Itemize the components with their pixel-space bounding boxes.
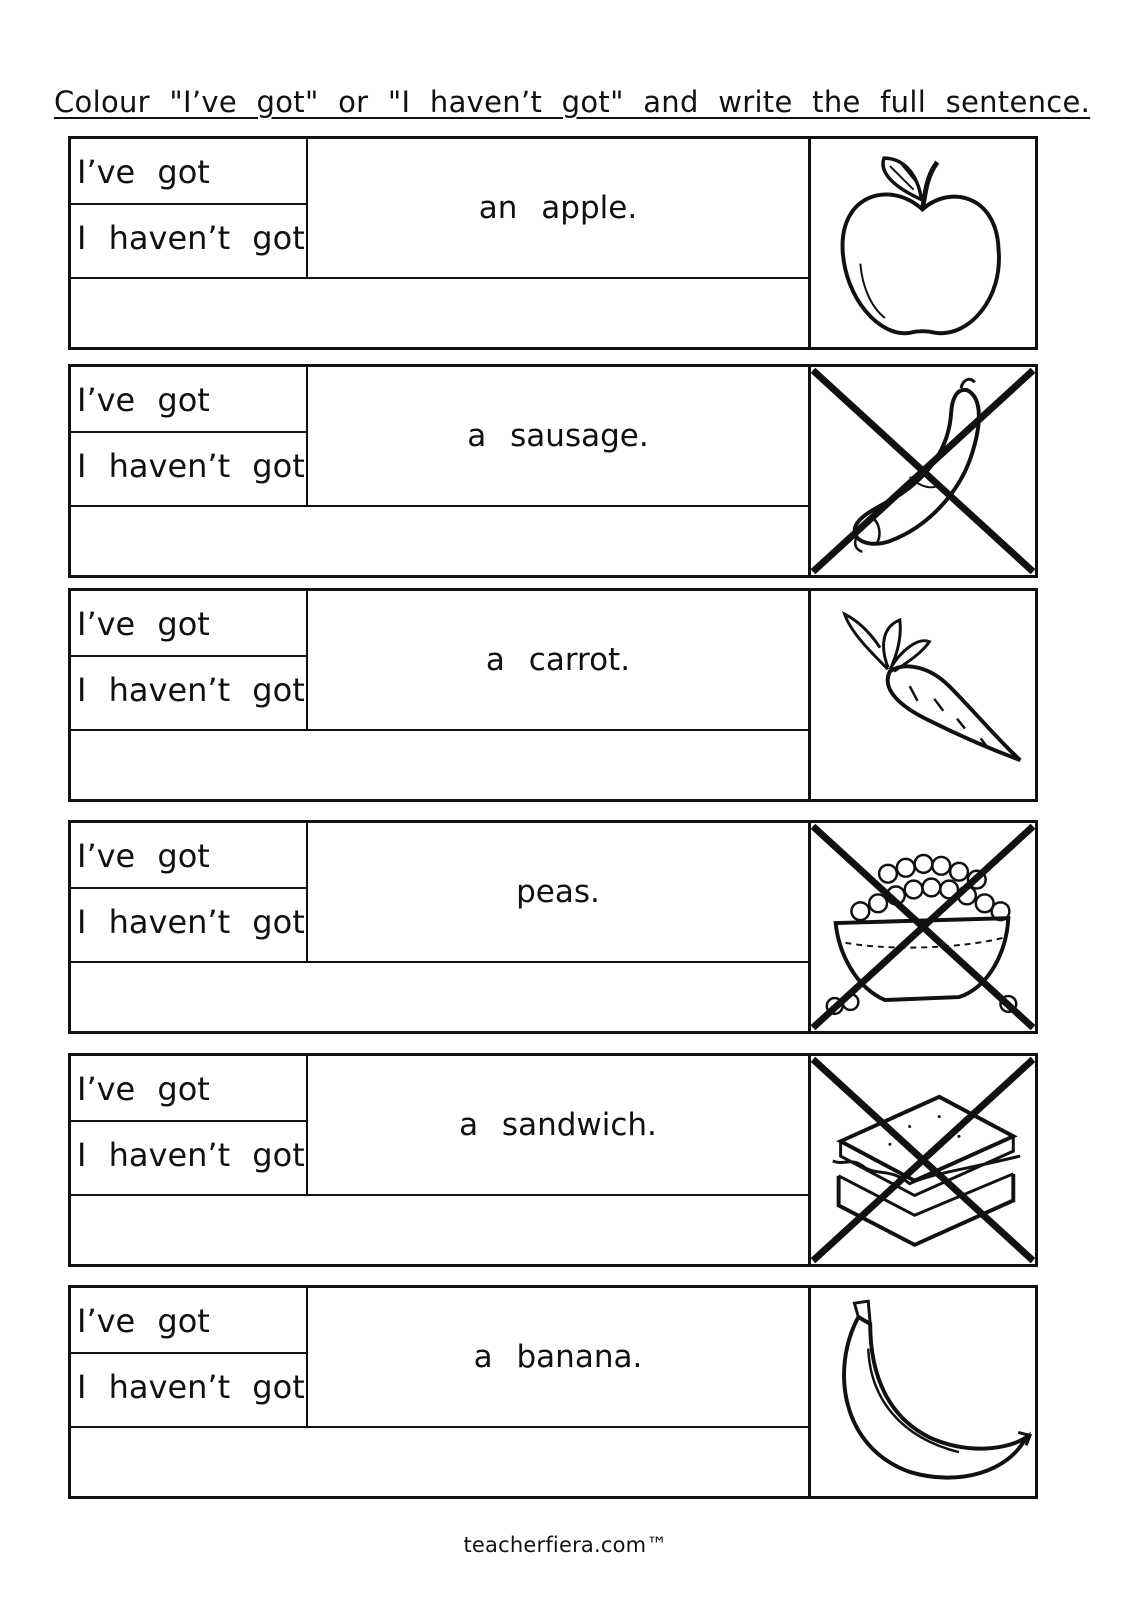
instruction-heading: Colour "I’ve got" or "I haven’t got" and write the full sentence. (54, 85, 1091, 119)
picture-cell (808, 139, 1035, 347)
item-phrase: an apple. (308, 139, 808, 279)
picture-cell (808, 1056, 1035, 1264)
sentence-answer-field[interactable] (71, 1428, 808, 1496)
picture-cell (808, 591, 1035, 799)
sentence-answer-field[interactable] (71, 731, 808, 799)
item-phrase: a carrot. (308, 591, 808, 731)
item-phrase: peas. (308, 823, 808, 963)
exercise-card (68, 820, 1038, 1034)
option-ive-got[interactable]: I’ve got (71, 367, 308, 433)
option-ive-got[interactable]: I’ve got (71, 139, 308, 205)
footer-credit: teacherfiera.com™ (463, 1533, 668, 1557)
picture-cell (808, 823, 1035, 1031)
option-i-havent-got[interactable]: I haven’t got (71, 657, 308, 731)
apple-icon (811, 139, 1035, 347)
exercise-card (68, 1285, 1038, 1499)
option-ive-got[interactable]: I’ve got (71, 1056, 308, 1122)
sentence-answer-field[interactable] (71, 507, 808, 575)
item-phrase: a sandwich. (308, 1056, 808, 1196)
option-i-havent-got[interactable]: I haven’t got (71, 433, 308, 507)
sentence-answer-field[interactable] (71, 963, 808, 1031)
exercise-card (68, 364, 1038, 578)
sentence-answer-field[interactable] (71, 279, 808, 347)
exercise-card (68, 1053, 1038, 1267)
banana-icon (811, 1288, 1035, 1496)
carrot-icon (811, 591, 1035, 799)
cross-mark-icon (811, 1056, 1035, 1264)
option-i-havent-got[interactable]: I haven’t got (71, 205, 308, 279)
picture-cell (808, 367, 1035, 575)
picture-cell (808, 1288, 1035, 1496)
exercise-card (68, 588, 1038, 802)
item-phrase: a banana. (308, 1288, 808, 1428)
cross-mark-icon (811, 367, 1035, 575)
option-i-havent-got[interactable]: I haven’t got (71, 1122, 308, 1196)
option-i-havent-got[interactable]: I haven’t got (71, 889, 308, 963)
item-phrase: a sausage. (308, 367, 808, 507)
exercise-card (68, 136, 1038, 350)
option-ive-got[interactable]: I’ve got (71, 1288, 308, 1354)
option-ive-got[interactable]: I’ve got (71, 591, 308, 657)
option-ive-got[interactable]: I’ve got (71, 823, 308, 889)
cross-mark-icon (811, 823, 1035, 1031)
sentence-answer-field[interactable] (71, 1196, 808, 1264)
option-i-havent-got[interactable]: I haven’t got (71, 1354, 308, 1428)
